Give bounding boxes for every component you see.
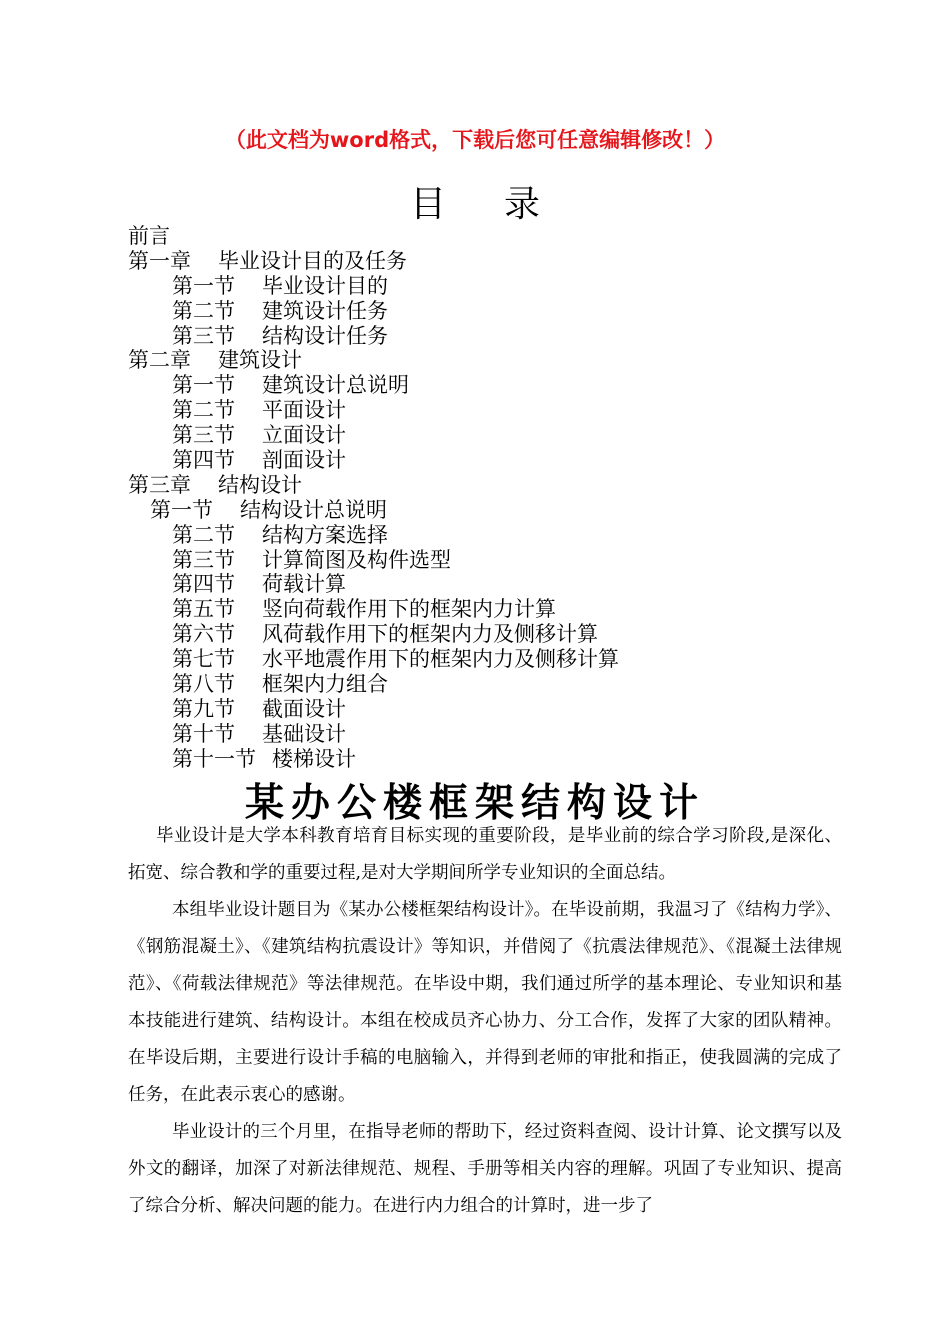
toc-entry-text: 毕业设计目的及任务	[218, 248, 407, 273]
toc-entry-text: 截面设计	[262, 696, 346, 721]
toc-entry-text: 平面设计	[262, 398, 346, 423]
toc-entry-number: 第七节	[172, 647, 235, 672]
toc-entry-text: 立面设计	[262, 423, 346, 448]
toc-entry-number: 第一节	[172, 273, 235, 298]
toc-entry-text: 毕业设计目的	[262, 273, 388, 298]
toc-entry	[128, 672, 619, 697]
toc-entry-number: 第五节	[172, 597, 235, 622]
toc-entry	[128, 548, 619, 573]
toc-entry	[128, 523, 619, 548]
toc-entry-number: 第二章	[128, 348, 191, 373]
toc-entry	[128, 299, 619, 324]
toc-entry-text: 建筑设计总说明	[262, 373, 409, 398]
toc-entry	[128, 398, 619, 423]
document-title: 某办公楼框架结构设计	[244, 781, 705, 826]
toc-entry	[128, 622, 619, 647]
toc-entry	[128, 647, 619, 672]
toc-entry	[128, 274, 619, 299]
toc-entry	[128, 498, 619, 523]
toc-entry-number: 第六节	[172, 622, 235, 647]
toc-entry-number: 第三章	[128, 472, 191, 497]
toc-entry-number: 第二节	[172, 398, 235, 423]
toc-entry-text: 结构设计任务	[262, 323, 388, 348]
toc-entry-number: 第九节	[172, 696, 235, 721]
toc-entry-number: 第三节	[172, 423, 235, 448]
toc-entry-number: 第三节	[172, 323, 235, 348]
toc-entry-text: 风荷载作用下的框架内力及侧移计算	[262, 622, 598, 647]
toc-entry-text: 结构设计	[218, 472, 302, 497]
toc-entry-text: 剖面设计	[262, 448, 346, 473]
toc-entry	[128, 249, 619, 274]
toc-entry-text: 结构方案选择	[262, 522, 388, 547]
toc-entry-text: 水平地震作用下的框架内力及侧移计算	[262, 647, 619, 672]
toc-entry	[128, 722, 619, 747]
toc-entry-number: 第一节	[172, 373, 235, 398]
toc-title: 目录	[409, 184, 598, 225]
toc-entry-text: 竖向荷载作用下的框架内力计算	[262, 597, 556, 622]
body-text	[128, 818, 842, 1225]
paragraph-summary: 毕业设计的三个月里，在指导老师的帮助下，经过资料查阅、设计计算、论文撰写以及外文的翻译，加深了对新法律规范、规程、手册等相关内容的理解。巩固了专业知识、提高了综合分析、解决问题的能力。在进行内力组合的计算时，进一步了	[128, 1122, 842, 1216]
toc-entry-number: 第四节	[172, 448, 235, 473]
toc-entry	[128, 348, 619, 373]
table-of-contents	[128, 224, 619, 772]
toc-entry-text: 计算简图及构件选型	[262, 547, 451, 572]
toc-entry-text: 荷载计算	[262, 572, 346, 597]
toc-entry-number: 第二节	[172, 522, 235, 547]
toc-entry-number: 第一章	[128, 248, 191, 273]
toc-entry-number: 第一节	[150, 497, 213, 522]
toc-entry	[128, 747, 619, 772]
toc-entry-text: 结构设计总说明	[240, 497, 387, 522]
toc-entry-text: 基础设计	[262, 721, 346, 746]
toc-entry	[128, 423, 619, 448]
toc-entry-number: 第八节	[172, 672, 235, 697]
toc-entry-text: 建筑设计	[218, 348, 302, 373]
toc-entry	[128, 324, 619, 349]
toc-entry	[128, 572, 619, 597]
toc-entry-text: 前言	[128, 224, 170, 248]
paragraph-topic: 本组毕业设计题目为《某办公楼框架结构设计》。在毕设前期，我温习了《结构力学》、《钢筋混凝土》、《建筑结构抗震设计》等知识，并借阅了《抗震法律规范》、《混凝土法律规范》、《荷载法律规范》等法律规范。在毕设中期，我们通过所学的基本理论、专业知识和基本技能进行建筑、结构设计。本组在校成员齐心协力、分工合作，发挥了大家的团队精神。在毕设后期，主要进行设计手稿的电脑输入，并得到老师的审批和指正，使我圆满的完成了任务，在此表示衷心的感谢。	[128, 900, 842, 1105]
edit-notice: （此文档为word格式，下载后您可任意编辑修改！）	[224, 128, 726, 152]
toc-entry-number: 第三节	[172, 547, 235, 572]
toc-entry-number: 第四节	[172, 572, 235, 597]
toc-entry	[128, 597, 619, 622]
toc-entry-number: 第十一节	[172, 746, 256, 771]
toc-entry	[128, 448, 619, 473]
toc-entry-text: 框架内力组合	[262, 672, 388, 697]
toc-entry-number: 第二节	[172, 298, 235, 323]
paragraph-intro: 毕业设计是大学本科教育培育目标实现的重要阶段，是毕业前的综合学习阶段,是深化、拓宽、综合教和学的重要过程,是对大学期间所学专业知识的全面总结。	[128, 826, 842, 883]
toc-entry	[128, 697, 619, 722]
toc-entry	[128, 373, 619, 398]
toc-entry	[128, 473, 619, 498]
toc-entry-text: 建筑设计任务	[262, 298, 388, 323]
toc-entry-text: 楼梯设计	[272, 746, 356, 771]
toc-entry	[128, 224, 619, 249]
toc-entry-number: 第十节	[172, 721, 235, 746]
